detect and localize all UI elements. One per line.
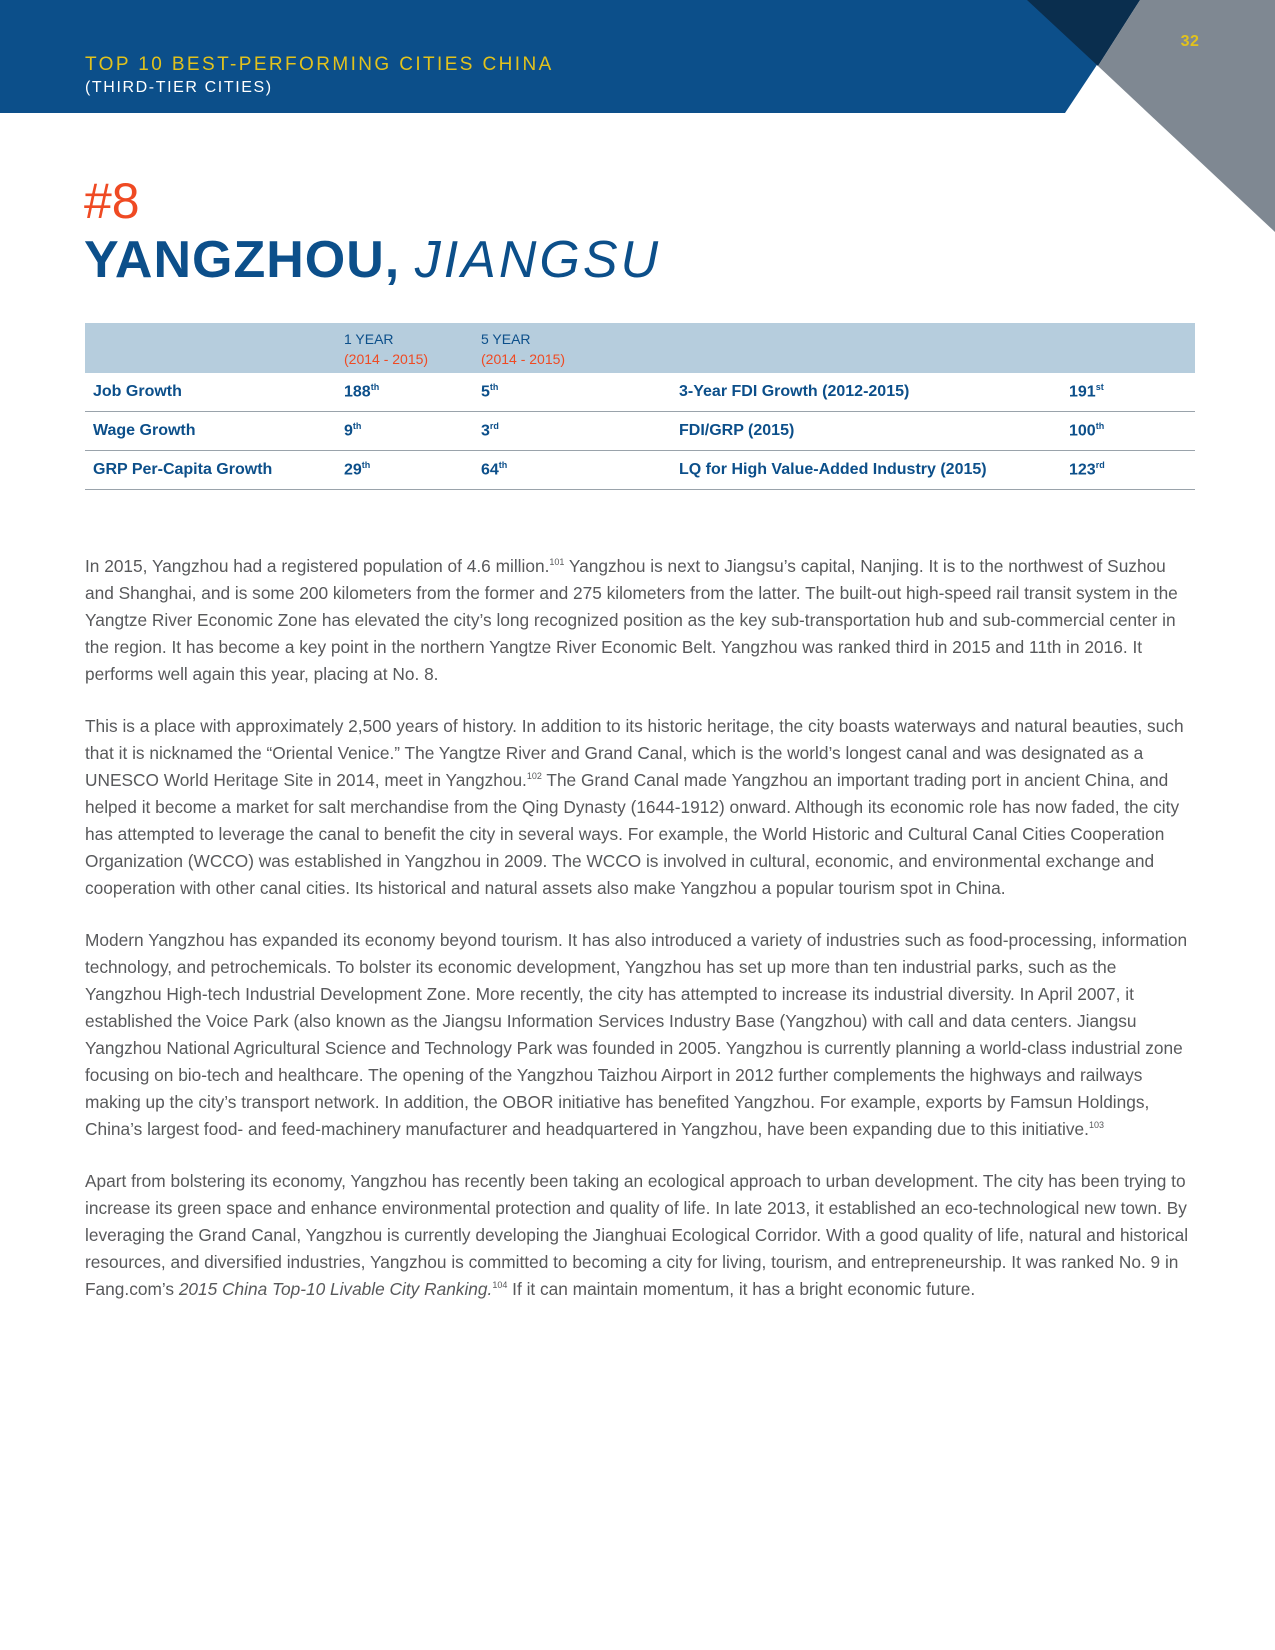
paragraph-2: This is a place with approximately 2,500 years of history. In addition to its historic heritage, the city boasts waterways and natural beauties, such that it is nicknamed the “Oriental Venice.” The Yangtze River and Grand Canal, which is the world’s longest canal and was designated as a UNESCO World Heritage Site in 2014, meet in Yangzhou.$^{102}$ The Grand Canal made Yangzhou an important trading port in ancient China, and helped it become a market for salt merchandise from the Qing Dynasty (1644-1912) onward. Although its economic role has now faded, the city has attempted to leverage the canal to benefit the city in several ways. For example, the World Historic and Cultural Canal Cities Cooperation Organization (WCCO) was established in Yangzhou in 2009. The WCCO is involved in cultural, economic, and environmental exchange and cooperation with other canal cities. Its historical and natural assets also make Yangzhou a popular tourism spot in China.: [85, 716, 1184, 898]
footnote-ref: 103: [1088, 1120, 1104, 1131]
metric-rank: 123rd: [1069, 451, 1195, 490]
city-name: YANGZHOU,: [84, 231, 401, 289]
row-label: Job Growth: [85, 373, 344, 412]
stats-header-5-year: [481, 323, 679, 373]
footnote-ref: 101: [549, 557, 565, 568]
stats-header-blank-metric: [679, 323, 1069, 373]
table-row: [85, 451, 1195, 490]
one-year-rank: 188th: [344, 373, 481, 412]
stats-header-blank: [85, 323, 344, 373]
metric-label: FDI/GRP (2015): [679, 412, 1069, 451]
table-row: [85, 412, 1195, 451]
ranking-title: 2015 China Top-10 Livable City Ranking.: [178, 1279, 493, 1299]
one-year-rank: 9th: [344, 412, 481, 451]
paragraph-4: Apart from bolstering its economy, Yangzhou has recently been taking an ecological approach to urban development. The city has been trying to increase its green space and enhance environmental protection and quality of life. In late 2013, it established an eco-technological new town. By leveraging the Grand Canal, Yangzhou is currently developing the Jianghuai Ecological Corridor. With a good quality of life, natural and historical resources, and diversified industries, Yangzhou is committed to becoming a city for living, tourism, and entrepreneurship. It was ranked No. 9 in Fang.com’s 2015 China Top-10 Livable City Ranking.$^{104}$ If it can maintain momentum, it has a bright economic future.: [85, 1171, 1189, 1299]
city-rank: #8: [84, 173, 140, 229]
one-year-range: (2014 - 2015): [344, 351, 429, 367]
stats-header-1-year: [344, 323, 481, 373]
row-label: Wage Growth: [85, 412, 344, 451]
city-title: [84, 232, 661, 288]
metric-rank: 100th: [1069, 412, 1195, 451]
page-number: 32: [1180, 33, 1200, 50]
table-row: [85, 373, 1195, 412]
stats-header-blank-rank: [1069, 323, 1195, 373]
metric-rank: 191st: [1069, 373, 1195, 412]
five-year-rank: 64th: [481, 451, 679, 490]
five-year-rank: 5th: [481, 373, 679, 412]
five-year-rank: 3rd: [481, 412, 679, 451]
corner-decoration: [0, 0, 1275, 240]
province-name: JIANGSU: [414, 231, 662, 289]
footnote-ref: 102: [526, 771, 542, 782]
five-year-range: (2014 - 2015): [481, 351, 566, 367]
paragraph-1: In 2015, Yangzhou had a registered population of 4.6 million.$^{101}$ Yangzhou is next to Jiangsu’s capital, Nanjing. It is to the northwest of Suzhou and Shanghai, and is some 200 kilometers from the former and 275 kilometers from the latter. The built-out high-speed rail transit system in the Yangtze River Economic Zone has elevated the city’s long recognized position as the key sub-transportation hub and sub-commercial center in the region. It has become a key point in the northern Yangtze River Economic Belt. Yangzhou was ranked third in 2015 and 11th in 2016. It performs well again this year, placing at No. 8.: [85, 556, 1178, 684]
metric-label: 3-Year FDI Growth (2012-2015): [679, 373, 1069, 412]
footnote-ref: 104: [492, 1280, 508, 1291]
article-body: [85, 553, 1195, 1328]
five-year-label: 5 YEAR: [481, 331, 531, 347]
stats-table: [85, 323, 1195, 490]
metric-label: LQ for High Value-Added Industry (2015): [679, 451, 1069, 490]
header-title: TOP 10 BEST-PERFORMING CITIES CHINA: [85, 54, 554, 75]
one-year-label: 1 YEAR: [344, 331, 394, 347]
row-label: GRP Per-Capita Growth: [85, 451, 344, 490]
stats-header-row: [85, 323, 1195, 373]
header-subtitle: (THIRD-TIER CITIES): [85, 79, 273, 96]
one-year-rank: 29th: [344, 451, 481, 490]
paragraph-3: Modern Yangzhou has expanded its economy beyond tourism. It has also introduced a variety of industries such as food-processing, information technology, and petrochemicals. To bolster its economic development, Yangzhou has set up more than ten industrial parks, such as the Yangzhou High-tech Industrial Development Zone. More recently, the city has attempted to increase its industrial diversity. In April 2007, it established the Voice Park (also known as the Jiangsu Information Services Industry Base (Yangzhou) with call and data centers. Jiangsu Yangzhou National Agricultural Science and Technology Park was founded in 2005. Yangzhou is currently planning a world-class industrial zone focusing on bio-tech and healthcare. The opening of the Yangzhou Taizhou Airport in 2012 further complements the highways and railways making up the city’s transport network. In addition, the OBOR initiative has benefited Yangzhou. For example, exports by Famsun Holdings, China’s largest food- and feed-machinery manufacturer and headquartered in Yangzhou, have been expanding due to this initiative.$^{103}$: [85, 930, 1188, 1139]
